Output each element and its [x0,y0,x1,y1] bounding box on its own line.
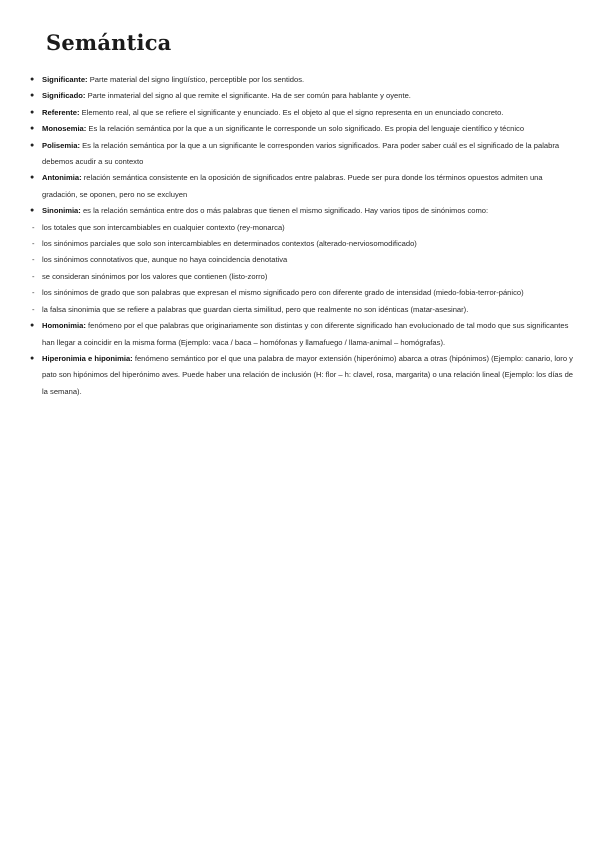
item-term: Referente: [42,107,80,117]
sub-item-text: los sinónimos parciales que solo son intercambiables en determinados contextos (alterado-nerviosomodificado) [42,239,417,249]
sub-list-item [30,252,578,268]
item-term: Significante: [42,75,88,84]
list-item [30,170,578,203]
item-text: relación semántica consistente en la oposición de significados entre palabras. Puede ser pura donde los términos opuestos admiten una gradación, se oponen, pero no se excluyen [42,173,543,199]
list-item [30,351,578,400]
item-term: Sinonimia: [42,206,81,216]
list-item [30,121,578,137]
bullet-icon: ● [30,76,35,83]
bullet-icon: ● [30,92,35,100]
item-term: Monosemia: [42,124,87,134]
list-item [30,138,578,171]
dash-icon: - [32,271,35,281]
item-term: Hiperonimia e hiponimia: [42,353,133,363]
bullet-icon: ● [30,322,35,330]
list-item [30,203,578,219]
dash-icon: - [32,222,35,232]
sub-item-text: se consideran sinónimos por los valores que contienen (listo-zorro) [42,271,268,281]
sub-item-text: los sinónimos connotativos que, aunque no haya coincidencia denotativa [42,255,288,265]
definition-list [30,72,578,400]
bullet-icon: ● [30,354,35,362]
page-title: Semántica [46,30,172,55]
sub-item-text: los sinónimos de grado que son palabras que expresan el mismo significado pero con diferente grado de intensidad (miedo-fobia-terror-pánico) [42,288,524,298]
list-item [30,105,578,121]
item-text: Parte inmaterial del signo al que remite el significante. Ha de ser común para hablante y oyente. [85,91,411,101]
bullet-icon: ● [30,108,35,116]
dash-icon: - [32,239,35,249]
sub-list-item [30,236,578,252]
sub-list-item [30,220,578,236]
dash-icon: - [32,255,35,265]
item-term: Significado: [42,91,86,101]
sub-list-item [30,285,578,301]
bullet-icon: ● [30,141,35,149]
item-text: fenómeno semántico por el que una palabra de mayor extensión (hiperónimo) abarca a otras (hipónimos) (Ejemplo: canario, loro y pato son hipónimos del hiperónimo aves. Puede haber una relación de inclusión (H: flor – h: clavel, rosa, margarita) o una relación lineal (Ejemplo: los días de la semana). [42,353,574,396]
dash-icon: - [32,288,35,298]
item-text: Parte material del signo lingüístico, perceptible por los sentidos. [87,75,305,84]
item-text: fenómeno por el que palabras que originariamente son distintas y con diferente significado han evolucionado de tal modo que sus significantes han llegar a coincidir en la misma forma (Ejemplo: vaca / baca – homófonas y llamafuego / llama-animal – homógrafas). [42,321,569,347]
item-text: Es la relación semántica por la que a un significante le corresponden varios significados. Para poder saber cuál es el significado de la palabra debemos acudir a su contexto [42,140,560,167]
item-text: es la relación semántica entre dos o más palabras que tienen el mismo significado. Hay varios tipos de sinónimos como: [80,206,489,216]
dash-icon: - [32,304,35,314]
item-term: Polisemia: [42,140,80,150]
item-text: Elemento real, al que se refiere el significante y enunciado. Es el objeto al que el signo representa en un enunciado concreto. [79,107,504,117]
list-item [30,318,578,351]
list-item [30,72,578,88]
list-item [30,88,578,104]
sub-item-text: la falsa sinonimia que se refiere a palabras que guardan cierta similitud, pero que realmente no son idénticas (matar-asesinar). [42,304,469,314]
sub-list-item [30,302,578,318]
sub-list-item [30,269,578,285]
bullet-icon: ● [30,207,35,215]
bullet-icon: ● [30,125,35,133]
item-term: Antonimia: [42,173,82,183]
bullet-icon: ● [30,174,35,182]
sub-item-text: los totales que son intercambiables en cualquier contexto (rey-monarca) [42,222,285,232]
item-term: Homonimia: [42,321,86,331]
item-text: Es la relación semántica por la que a un significante le corresponde un solo significado. Es propia del lenguaje científico y técnico [86,124,525,134]
